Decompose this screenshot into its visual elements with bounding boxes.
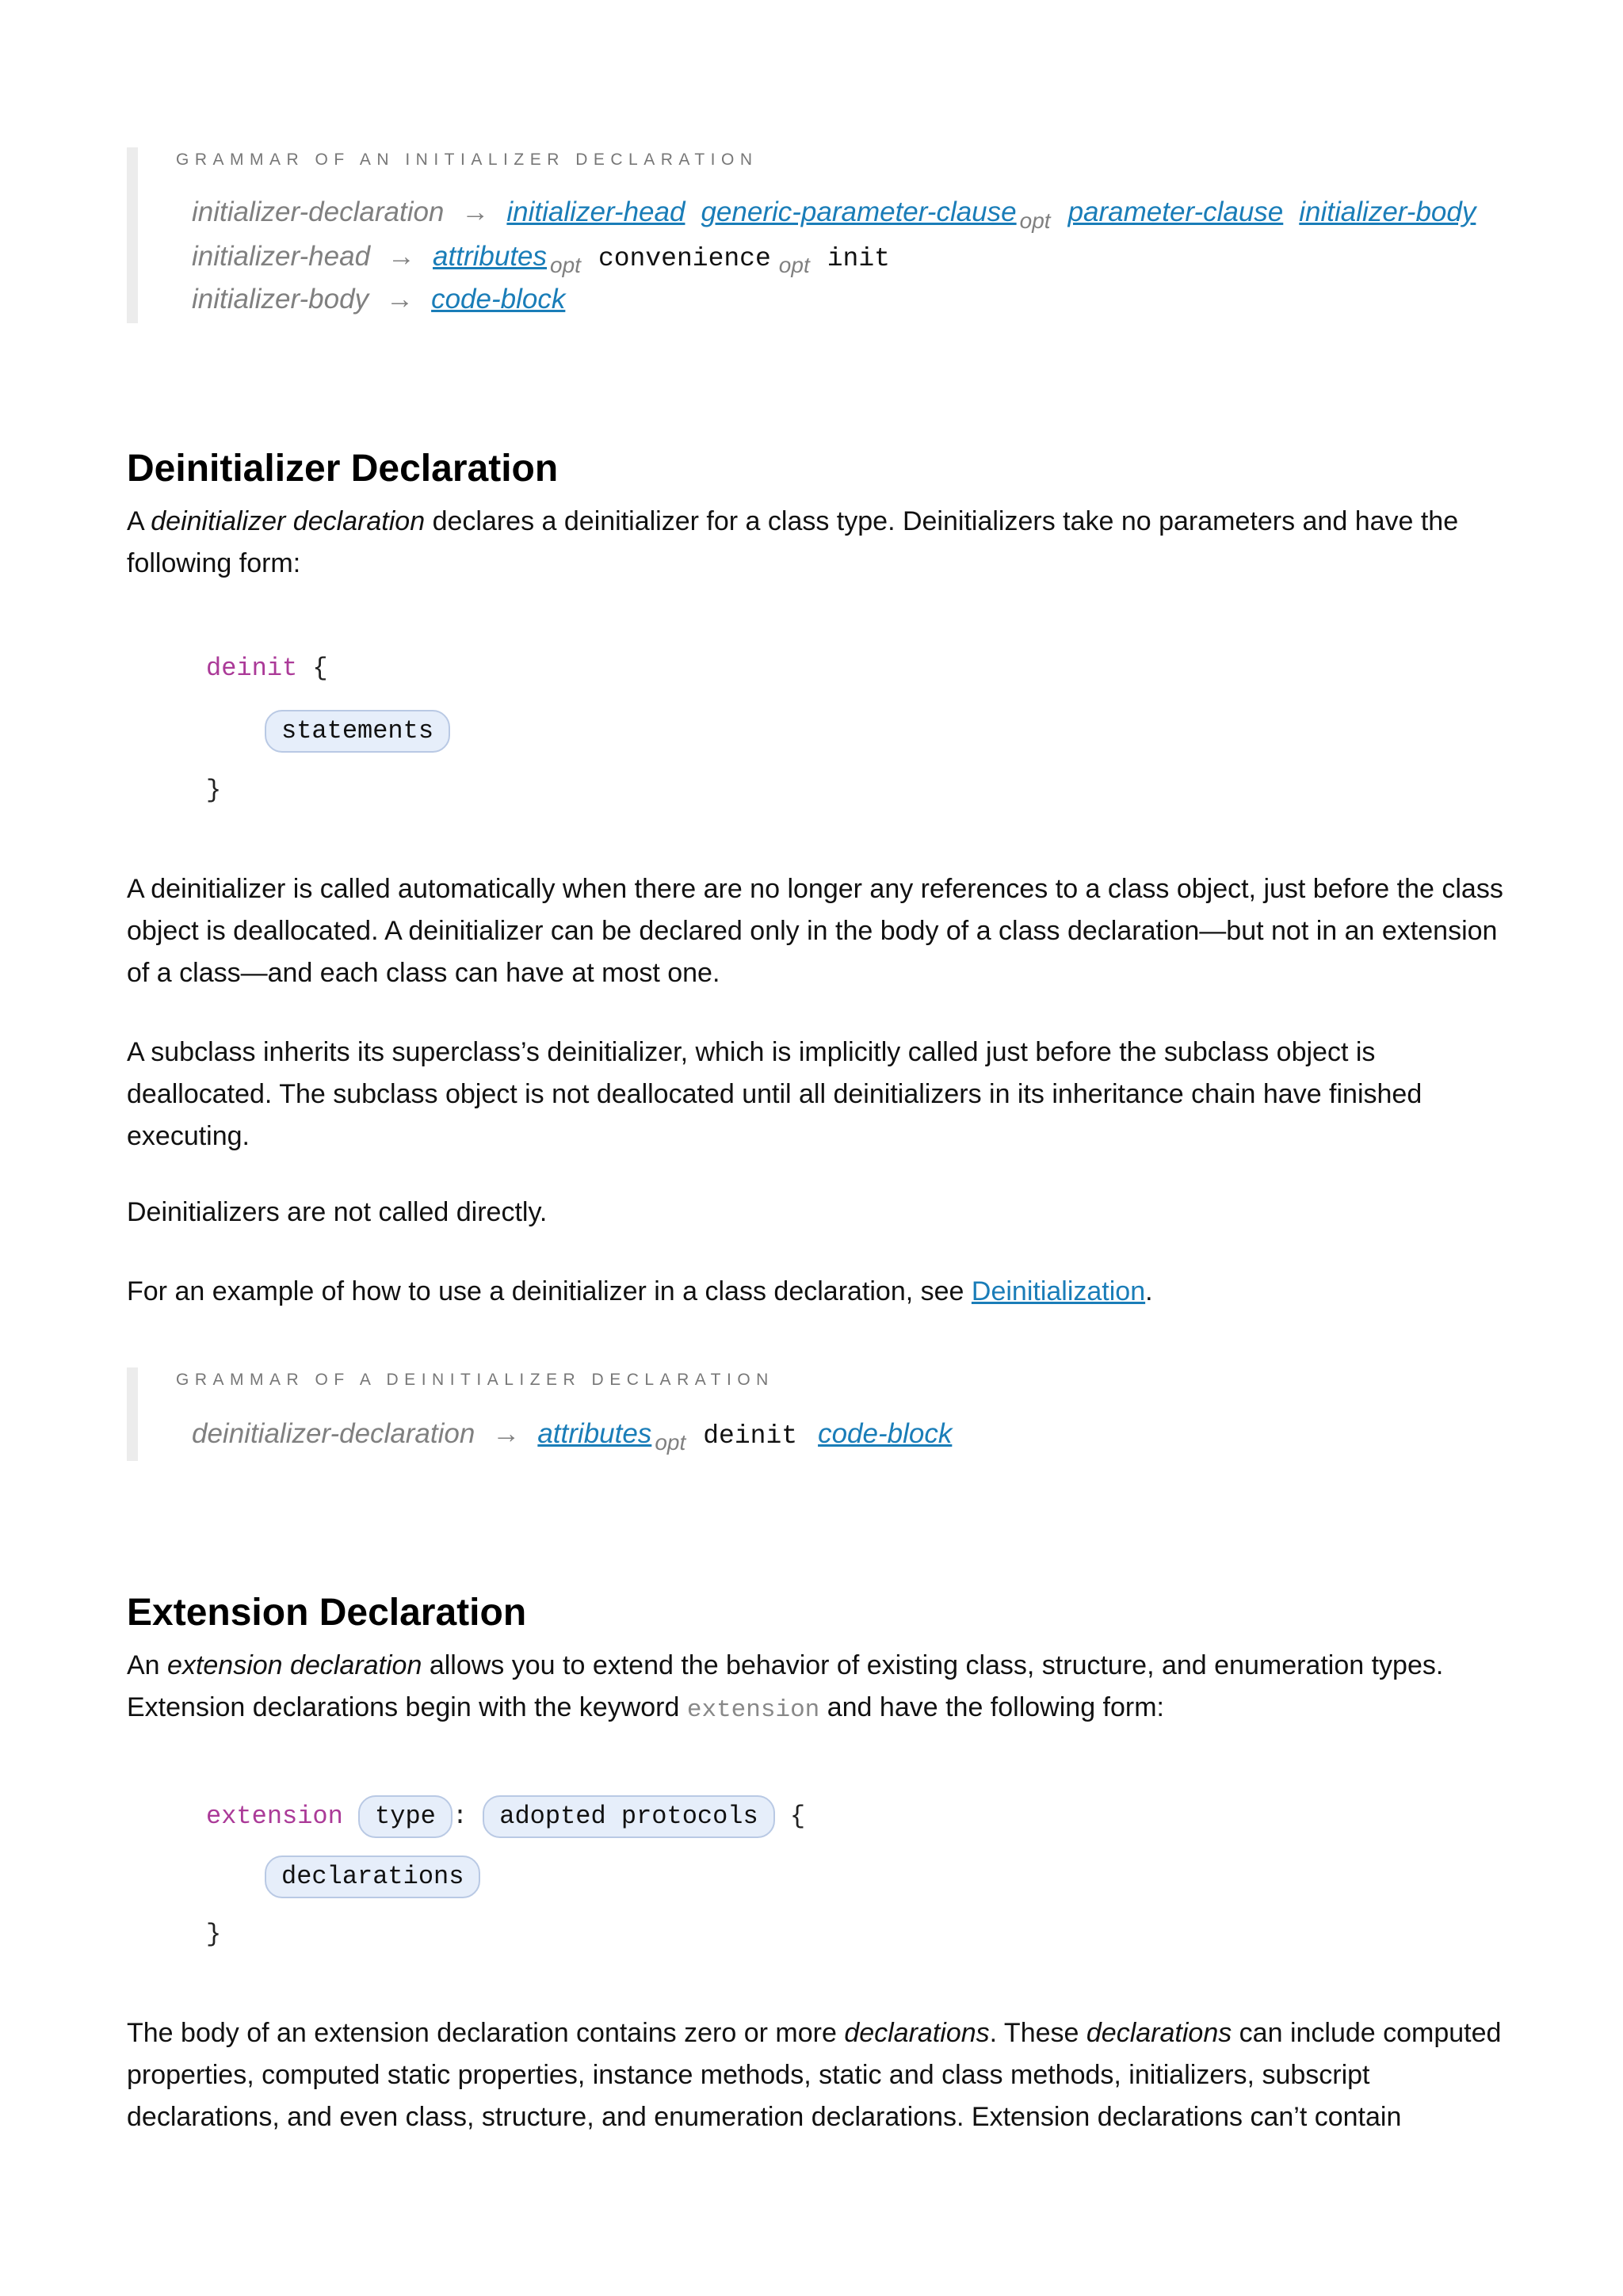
link-code-block[interactable]: code-block	[431, 284, 566, 315]
text: .	[1145, 1276, 1153, 1306]
text: declares a deinitializer for a class type. Deinitializers take no parameters and have the following form:	[127, 506, 1459, 578]
arrow-icon: →	[388, 241, 416, 272]
open-brace: {	[312, 654, 328, 683]
section-heading-deinitializer: Deinitializer Declaration	[127, 448, 559, 490]
keyword-extension: extension	[206, 1802, 343, 1831]
opt-marker: opt	[550, 253, 581, 277]
placeholder-statements: statements	[265, 710, 450, 753]
keyword-deinit: deinit	[703, 1421, 798, 1451]
text: . These	[989, 2018, 1086, 2048]
link-attributes[interactable]: attributes	[433, 241, 548, 272]
text: A	[127, 506, 151, 536]
text: and have the following form:	[819, 1692, 1164, 1722]
placeholder-type: type	[358, 1795, 453, 1838]
grammar-title: GRAMMAR OF A DEINITIALIZER DECLARATION	[176, 1371, 774, 1389]
keyword-deinit: deinit	[206, 654, 298, 683]
text: The body of an extension declaration contains zero or more	[127, 2018, 845, 2048]
open-brace: {	[789, 1802, 806, 1831]
extension-paragraph-1	[127, 2012, 1522, 2138]
link-initializer-body[interactable]: initializer-body	[1299, 196, 1476, 227]
deinit-paragraph-1: A deinitializer is called automatically when there are no longer any references to a class object, just before the class object is deallocated. A deinitializer can be declared only in the body of a class declaration—but not in an extension of a class—and each class can have at most one.	[127, 874, 1503, 988]
grammar-term: initializer-declaration	[192, 196, 445, 227]
text: An	[127, 1650, 168, 1680]
deinit-form-line-3	[206, 773, 221, 808]
text: allows you to extend the behavior of existing class, structure, and enumeration types. Extension declarations begin with the keyword	[127, 1650, 1444, 1722]
grammar-line-initializer-body	[192, 282, 581, 317]
emphasis-term: extension declaration	[167, 1650, 422, 1680]
deinit-paragraph-4	[127, 1271, 1522, 1313]
keyword-init: init	[827, 244, 890, 273]
arrow-icon: →	[386, 284, 414, 315]
deinit-form-line-2	[265, 710, 450, 753]
grammar-title: GRAMMAR OF AN INITIALIZER DECLARATION	[176, 151, 758, 169]
opt-marker: opt	[778, 253, 810, 277]
link-code-block[interactable]: code-block	[818, 1418, 953, 1449]
text: For an example of how to use a deinitializer in a class declaration, see	[127, 1276, 972, 1306]
grammar-line-initializer-head	[192, 239, 895, 277]
grammar-box-deinitializer	[127, 1367, 138, 1461]
deinit-intro-paragraph	[127, 501, 1522, 585]
grammar-line-initializer-declaration	[192, 195, 1491, 231]
grammar-term: initializer-head	[192, 241, 371, 272]
inline-code-extension: extension	[686, 1696, 820, 1724]
colon: :	[452, 1802, 468, 1831]
close-brace: }	[206, 1920, 222, 1949]
deinit-paragraph-2: A subclass inherits its superclass’s deinitializer, which is implicitly called just before the subclass object is deallocated. The subclass object is not deallocated until all deinitializers in its inheritance chain have finished executing.	[127, 1037, 1423, 1151]
emphasis-term: declarations	[1086, 2018, 1232, 2048]
grammar-term: deinitializer-declaration	[192, 1418, 475, 1449]
emphasis-term: declarations	[844, 2018, 990, 2048]
arrow-icon: →	[492, 1418, 521, 1449]
emphasis-term: deinitializer declaration	[151, 506, 426, 536]
opt-marker: opt	[655, 1430, 686, 1455]
grammar-line-deinitializer-declaration	[192, 1417, 968, 1454]
extension-form-line-3	[206, 1917, 221, 1952]
extension-intro-paragraph	[127, 1645, 1522, 1731]
deinit-form-line-1	[206, 651, 328, 686]
placeholder-adopted-protocols: adopted protocols	[483, 1795, 774, 1838]
close-brace: }	[206, 776, 222, 805]
extension-form-line-2	[265, 1855, 480, 1898]
grammar-box-initializer	[127, 147, 138, 323]
keyword-convenience: convenience	[598, 244, 771, 273]
link-parameter-clause[interactable]: parameter-clause	[1067, 196, 1284, 227]
link-generic-parameter-clause[interactable]: generic-parameter-clause	[701, 196, 1017, 227]
placeholder-declarations: declarations	[265, 1855, 480, 1898]
link-attributes[interactable]: attributes	[537, 1418, 652, 1449]
arrow-icon: →	[461, 196, 490, 227]
opt-marker: opt	[1019, 208, 1051, 233]
text: can include computed properties, computed static properties, instance methods, static and class methods, initializers, subscript declarations, and even class, structure, and enumeration declarations. Extension declarations can’t contain	[127, 2018, 1502, 2132]
grammar-term: initializer-body	[192, 284, 369, 315]
link-deinitialization[interactable]: Deinitialization	[971, 1276, 1146, 1306]
section-heading-extension: Extension Declaration	[127, 1592, 527, 1634]
extension-form-line-1	[206, 1795, 805, 1838]
deinit-paragraph-3: Deinitializers are not called directly.	[127, 1197, 548, 1227]
link-initializer-head[interactable]: initializer-head	[506, 196, 685, 227]
